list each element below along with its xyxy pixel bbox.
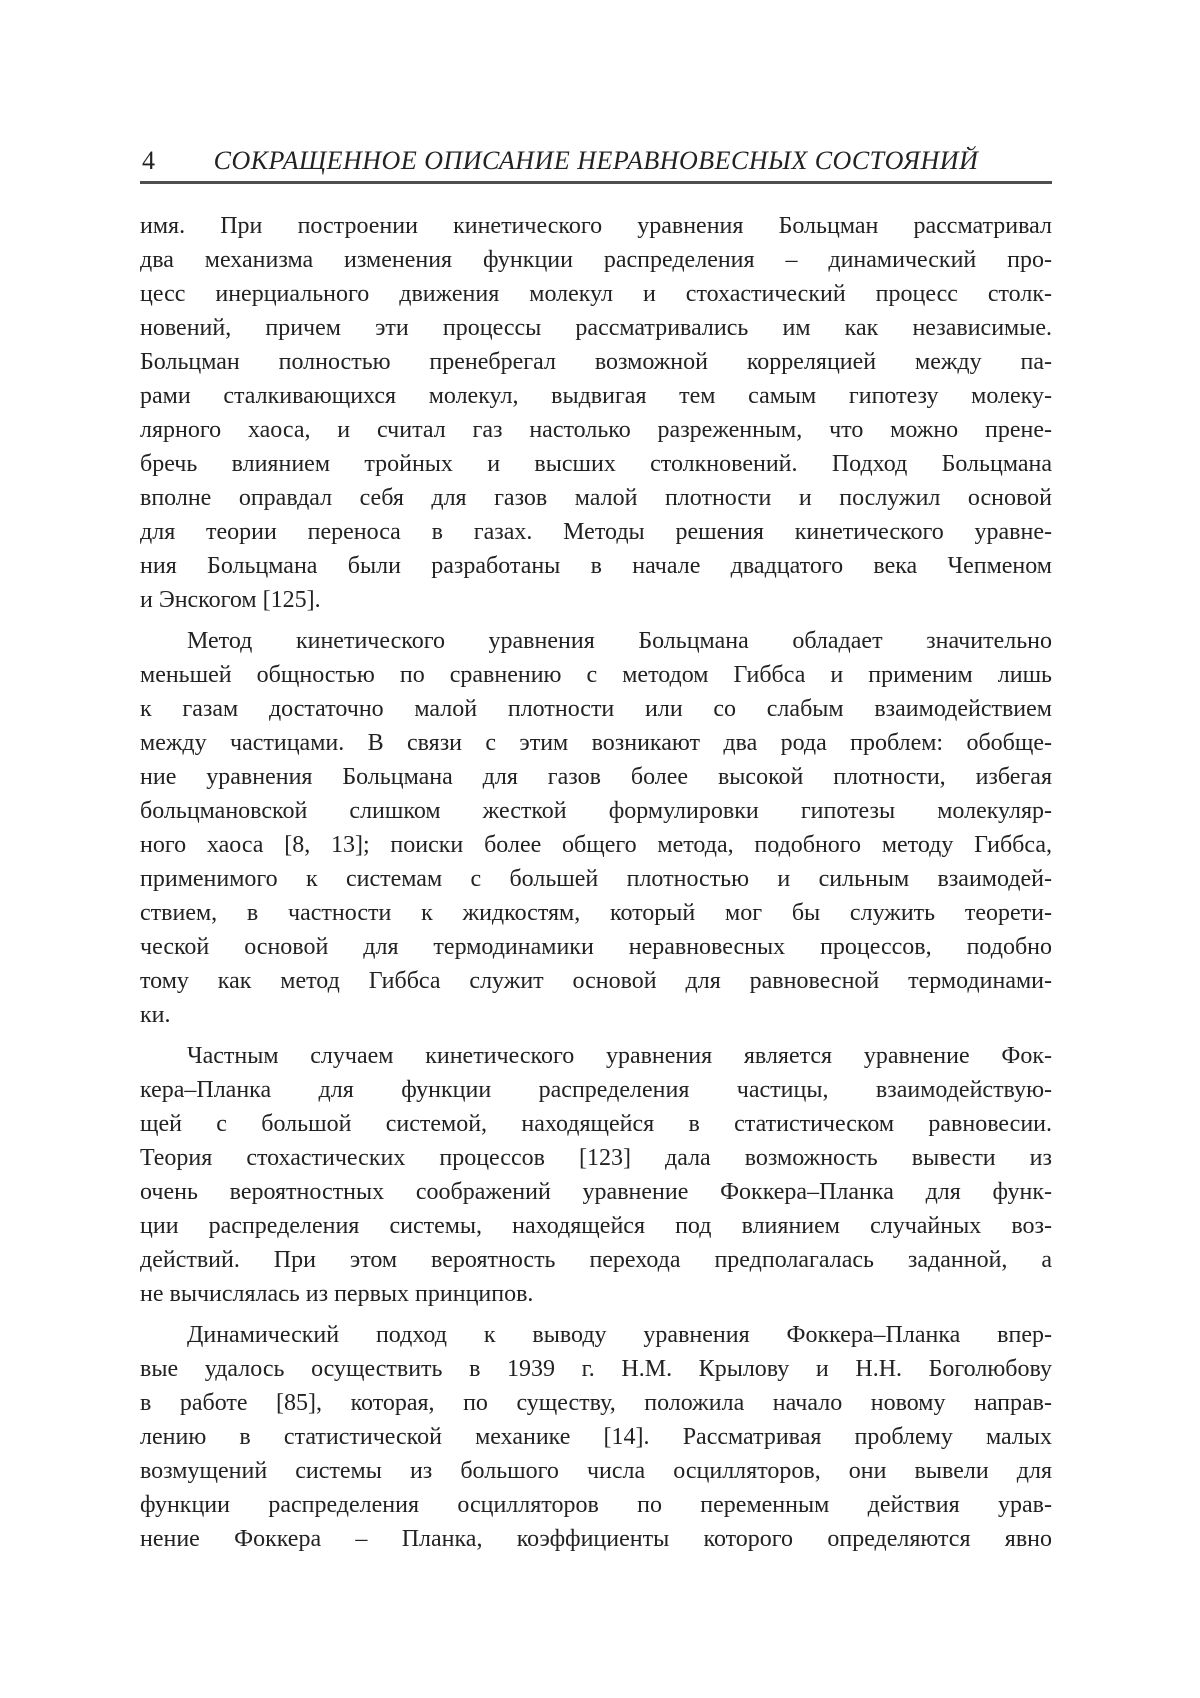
text-line: ного хаоса [8, 13]; поиски более общего метода, подобного методу Гиббса, bbox=[140, 832, 1052, 858]
running-title: СОКРАЩЕННОЕ ОПИСАНИЕ НЕРАВНОВЕСНЫХ СОСТОЯНИЙ bbox=[213, 146, 979, 175]
text-line: Метод кинетического уравнения Больцмана обладает значительно bbox=[187, 628, 1052, 654]
text-line: возмущений системы из большого числа осцилляторов, они вывели для bbox=[140, 1458, 1052, 1484]
text-line: функции распределения осцилляторов по переменным действия урав- bbox=[140, 1492, 1052, 1518]
text-line: и Энскогом [125]. bbox=[140, 587, 321, 613]
text-line: для теории переноса в газах. Методы решения кинетического уравне- bbox=[140, 519, 1052, 545]
text-line: лению в статистической механике [14]. Рассматривая проблему малых bbox=[140, 1424, 1052, 1450]
text-line: ческой основой для термодинамики неравновесных процессов, подобно bbox=[140, 934, 1052, 960]
text-line: вполне оправдал себя для газов малой плотности и послужил основой bbox=[140, 485, 1052, 511]
text-line: нение Фоккера – Планка, коэффициенты которого определяются явно bbox=[140, 1526, 1052, 1552]
running-header bbox=[140, 147, 1052, 175]
text-line: лярного хаоса, и считал газ настолько разреженным, что можно прене- bbox=[140, 417, 1052, 443]
paragraph bbox=[140, 1318, 1052, 1556]
text-line: два механизма изменения функции распределения – динамический про- bbox=[140, 247, 1052, 273]
text-line: меньшей общностью по сравнению с методом Гиббса и применим лишь bbox=[140, 662, 1052, 688]
text-line: ния Больцмана были разработаны в начале двадцатого века Чепменом bbox=[140, 553, 1052, 579]
paragraph bbox=[140, 1039, 1052, 1311]
text-column bbox=[140, 0, 1052, 1556]
paragraph bbox=[140, 209, 1052, 617]
text-line: больцмановской слишком жесткой формулировки гипотезы молекуляр- bbox=[140, 798, 1052, 824]
page-number: 4 bbox=[142, 146, 155, 175]
text-line: Частным случаем кинетического уравнения является уравнение Фок- bbox=[187, 1043, 1052, 1069]
text-line: ние уравнения Больцмана для газов более высокой плотности, избегая bbox=[140, 764, 1052, 790]
text-line: цесс инерциального движения молекул и стохастический процесс столк- bbox=[140, 281, 1052, 307]
text-line: очень вероятностных соображений уравнение Фоккера–Планка для функ- bbox=[140, 1179, 1052, 1205]
header-rule bbox=[140, 181, 1052, 184]
page-body bbox=[140, 209, 1052, 1556]
text-line: Теория стохастических процессов [123] дала возможность вывести из bbox=[140, 1145, 1052, 1171]
text-line: в работе [85], которая, по существу, положила начало новому направ- bbox=[140, 1390, 1052, 1416]
text-line: тому как метод Гиббса служит основой для равновесной термодинами- bbox=[140, 968, 1052, 994]
text-line: вые удалось осуществить в 1939 г. Н.М. Крылову и Н.Н. Боголюбову bbox=[140, 1356, 1052, 1382]
text-line: действий. При этом вероятность перехода предполагалась заданной, а bbox=[140, 1247, 1052, 1273]
text-line: кера–Планка для функции распределения частицы, взаимодействую- bbox=[140, 1077, 1052, 1103]
text-line: ции распределения системы, находящейся под влиянием случайных воз- bbox=[140, 1213, 1052, 1239]
text-line: новений, причем эти процессы рассматривались им как независимые. bbox=[140, 315, 1052, 341]
text-line: между частицами. В связи с этим возникают два рода проблем: обобще- bbox=[140, 730, 1052, 756]
text-line: к газам достаточно малой плотности или со слабым взаимодействием bbox=[140, 696, 1052, 722]
paragraph bbox=[140, 624, 1052, 1032]
text-line: ки. bbox=[140, 1002, 171, 1028]
text-line: щей с большой системой, находящейся в статистическом равновесии. bbox=[140, 1111, 1052, 1137]
text-line: применимого к системам с большей плотностью и сильным взаимодей- bbox=[140, 866, 1052, 892]
text-line: бречь влиянием тройных и высших столкновений. Подход Больцмана bbox=[140, 451, 1052, 477]
text-line: имя. При построении кинетического уравнения Больцман рассматривал bbox=[140, 213, 1052, 239]
text-line: не вычислялась из первых принципов. bbox=[140, 1281, 534, 1307]
text-line: ствием, в частности к жидкостям, который мог бы служить теорети- bbox=[140, 900, 1052, 926]
text-line: рами сталкивающихся молекул, выдвигая тем самым гипотезу молеку- bbox=[140, 383, 1052, 409]
text-line: Динамический подход к выводу уравнения Фоккера–Планка впер- bbox=[187, 1322, 1052, 1348]
text-line: Больцман полностью пренебрегал возможной корреляцией между па- bbox=[140, 349, 1052, 375]
